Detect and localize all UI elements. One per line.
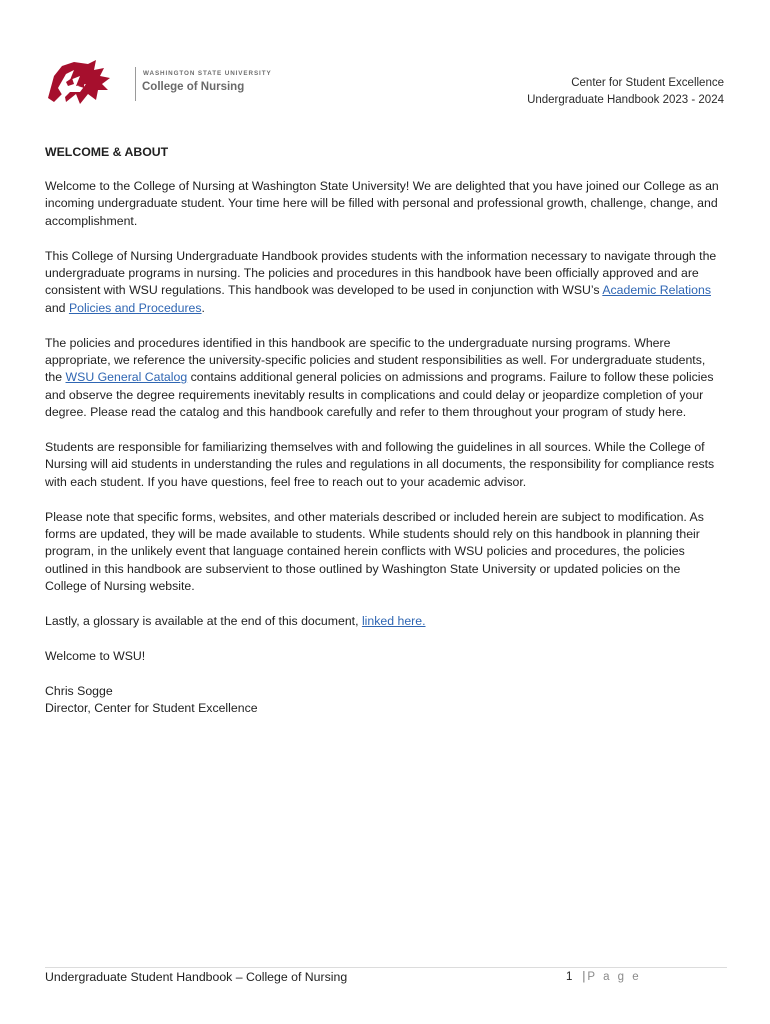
paragraph-welcome: Welcome to the College of Nursing at Washington State University! We are delighted that you have joined our College as an incoming undergraduate student. Your time here will be filled with personal and professional growth, challenge, change, and accomplishment.	[45, 179, 719, 228]
header-department: Center for Student Excellence	[571, 77, 724, 89]
document-body	[45, 144, 725, 717]
paragraph-policies	[45, 335, 725, 422]
paragraph-text: Lastly, a glossary is available at the end of this document,	[45, 614, 362, 629]
paragraph-text: This College of Nursing Undergraduate Handbook provides students with the information necessary to navigate through the undergraduate programs in nursing. The policies and procedures in this handbook have been officially approved and are consistent with WSU regulations. This handbook was developed to be used in conjunction with WSU’s	[45, 248, 717, 298]
paragraph-welcome-wsu: Welcome to WSU!	[45, 648, 146, 663]
paragraph-responsibility: Students are responsible for familiarizing themselves with and following the guidelines in all sources. While the College of Nursing will aid students in understanding the rules and regulations in all documents, the responsibility for compliance rests with each student. If you have questions, feel free to reach out to your academic advisor.	[45, 440, 715, 489]
paragraph-text: and	[45, 300, 69, 315]
header-handbook-title: Undergraduate Handbook 2023 - 2024	[527, 94, 724, 106]
cougar-head-icon	[44, 58, 130, 108]
general-catalog-link[interactable]: WSU General Catalog	[65, 370, 188, 385]
footer-divider	[45, 967, 727, 968]
footer-page-indicator	[566, 971, 641, 983]
signature-title: Director, Center for Student Excellence	[45, 701, 258, 716]
signature-block	[45, 683, 725, 718]
academic-relations-link[interactable]: Academic Relations	[602, 283, 711, 298]
wsu-nursing-logo	[44, 58, 272, 108]
section-heading: WELCOME & ABOUT	[45, 145, 169, 159]
paragraph-text: The policies and procedures identified in this handbook are specific to the undergraduate nursing programs. Where appropriate, we reference the university-specific policies and student responsibilities as well. For undergraduate students, the	[45, 335, 706, 385]
paragraph-glossary	[45, 613, 725, 630]
page-label: P a g e	[587, 971, 642, 983]
logo-university-name: WASHINGTON STATE UNIVERSITY	[143, 70, 272, 77]
page-separator: |	[582, 971, 586, 983]
paragraph-text: contains additional general policies on admissions and programs. Failure to follow these policies and observe the degree requirements inevitably results in complications and could delay or jeopardize completion of your degree. Please read the catalog and this handbook carefully and refer to them throughout your program of study here.	[45, 370, 714, 420]
paragraph-modification-note: Please note that specific forms, websites, and other materials described or included herein are subject to modification. As forms are updated, they will be made available to students. While students should rely on this handbook in planning their program, in the unlikely event that language contained herein conflicts with WSU policies and procedures, the policies outlined in this handbook are subservient to those outlined by Washington State University or updated policies on the College of Nursing website.	[45, 509, 704, 594]
paragraph-text: .	[201, 300, 205, 315]
signature-name: Chris Sogge	[45, 683, 113, 698]
policies-procedures-link[interactable]: Policies and Procedures	[68, 300, 202, 315]
glossary-link[interactable]: linked here.	[361, 614, 426, 629]
logo-college-name: College of Nursing	[142, 81, 245, 93]
document-header	[527, 75, 724, 109]
paragraph-handbook-purpose	[45, 248, 725, 318]
logo-divider	[135, 67, 136, 101]
footer-document-title: Undergraduate Student Handbook – College of Nursing	[45, 970, 348, 984]
page-number: 1	[566, 971, 573, 983]
